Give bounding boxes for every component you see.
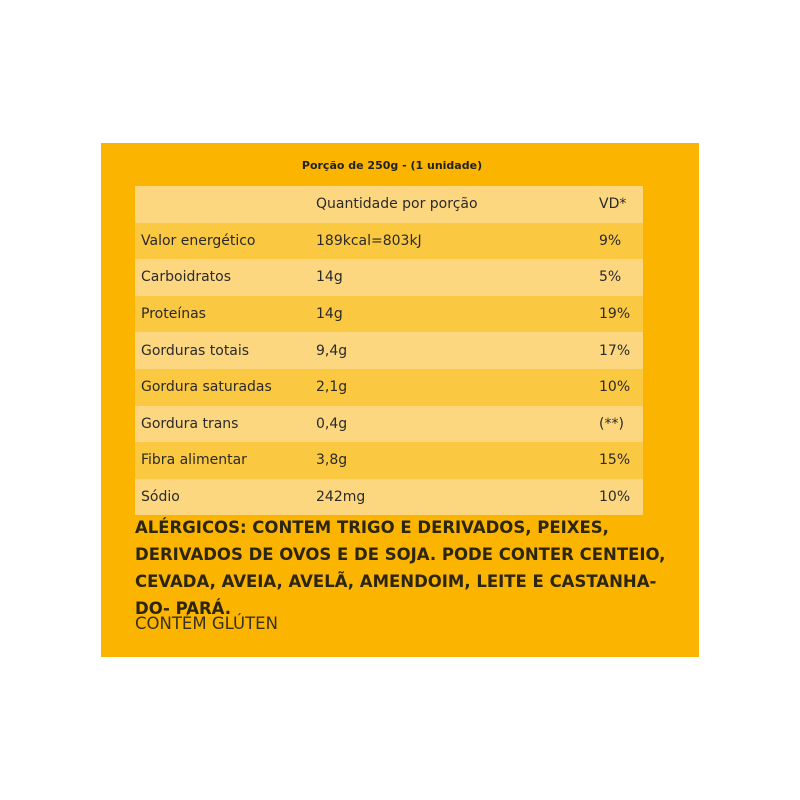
- nutrient-vd: 19%: [599, 306, 631, 323]
- nutrient-name: Gordura saturadas: [141, 379, 272, 396]
- nutrient-quantity: 0,4g: [316, 415, 348, 432]
- nutrient-vd: 17%: [599, 342, 631, 359]
- nutrient-vd: 15%: [599, 452, 631, 469]
- gluten-notice: CONTÉM GLÚTEN: [135, 614, 278, 633]
- table-row: [135, 296, 643, 333]
- nutrient-name: Gordura trans: [141, 415, 239, 432]
- header-quantity: Quantidade por porção: [316, 196, 478, 213]
- table-row: [135, 406, 643, 443]
- nutrient-quantity: 14g: [316, 269, 343, 286]
- nutrient-quantity: 9,4g: [316, 342, 348, 359]
- nutrient-quantity: 14g: [316, 306, 343, 323]
- portion-size: Porção de 250g - (1 unidade): [301, 159, 483, 172]
- nutrient-vd: 9%: [599, 232, 622, 249]
- nutrient-vd: 10%: [599, 379, 631, 396]
- nutrient-name: Proteínas: [141, 306, 206, 323]
- table-header-row: [135, 186, 643, 223]
- table-row: [135, 369, 643, 406]
- nutrient-quantity: 242mg: [316, 489, 366, 506]
- nutrient-name: Sódio: [141, 489, 180, 506]
- nutrient-quantity: 189kcal=803kJ: [316, 232, 422, 249]
- table-row: [135, 259, 643, 296]
- nutrient-name: Gorduras totais: [141, 342, 250, 359]
- table-row: [135, 479, 643, 516]
- nutrition-table: [135, 186, 643, 515]
- nutrient-name: Valor energético: [141, 232, 256, 249]
- table-row: [135, 332, 643, 369]
- nutrient-quantity: 2,1g: [316, 379, 348, 396]
- allergens-warning: ALÉRGICOS: CONTEM TRIGO E DERIVADOS, PEIXES, DERIVADOS DE OVOS E DE SOJA. PODE CONTER CENTEIO, CEVADA, AVEIA, AVELÃ, AMENDOIM, LEITE E CASTANHA-DO- PARÁ.: [135, 518, 666, 618]
- nutrient-name: Fibra alimentar: [141, 452, 247, 469]
- nutrient-vd: (**): [599, 415, 624, 432]
- nutrient-vd: 5%: [599, 269, 622, 286]
- table-row: [135, 442, 643, 479]
- header-vd: VD*: [599, 196, 627, 213]
- nutrient-quantity: 3,8g: [316, 452, 348, 469]
- nutrition-panel: [101, 143, 699, 657]
- nutrient-name: Carboidratos: [141, 269, 232, 286]
- nutrient-vd: 10%: [599, 489, 631, 506]
- table-row: [135, 223, 643, 260]
